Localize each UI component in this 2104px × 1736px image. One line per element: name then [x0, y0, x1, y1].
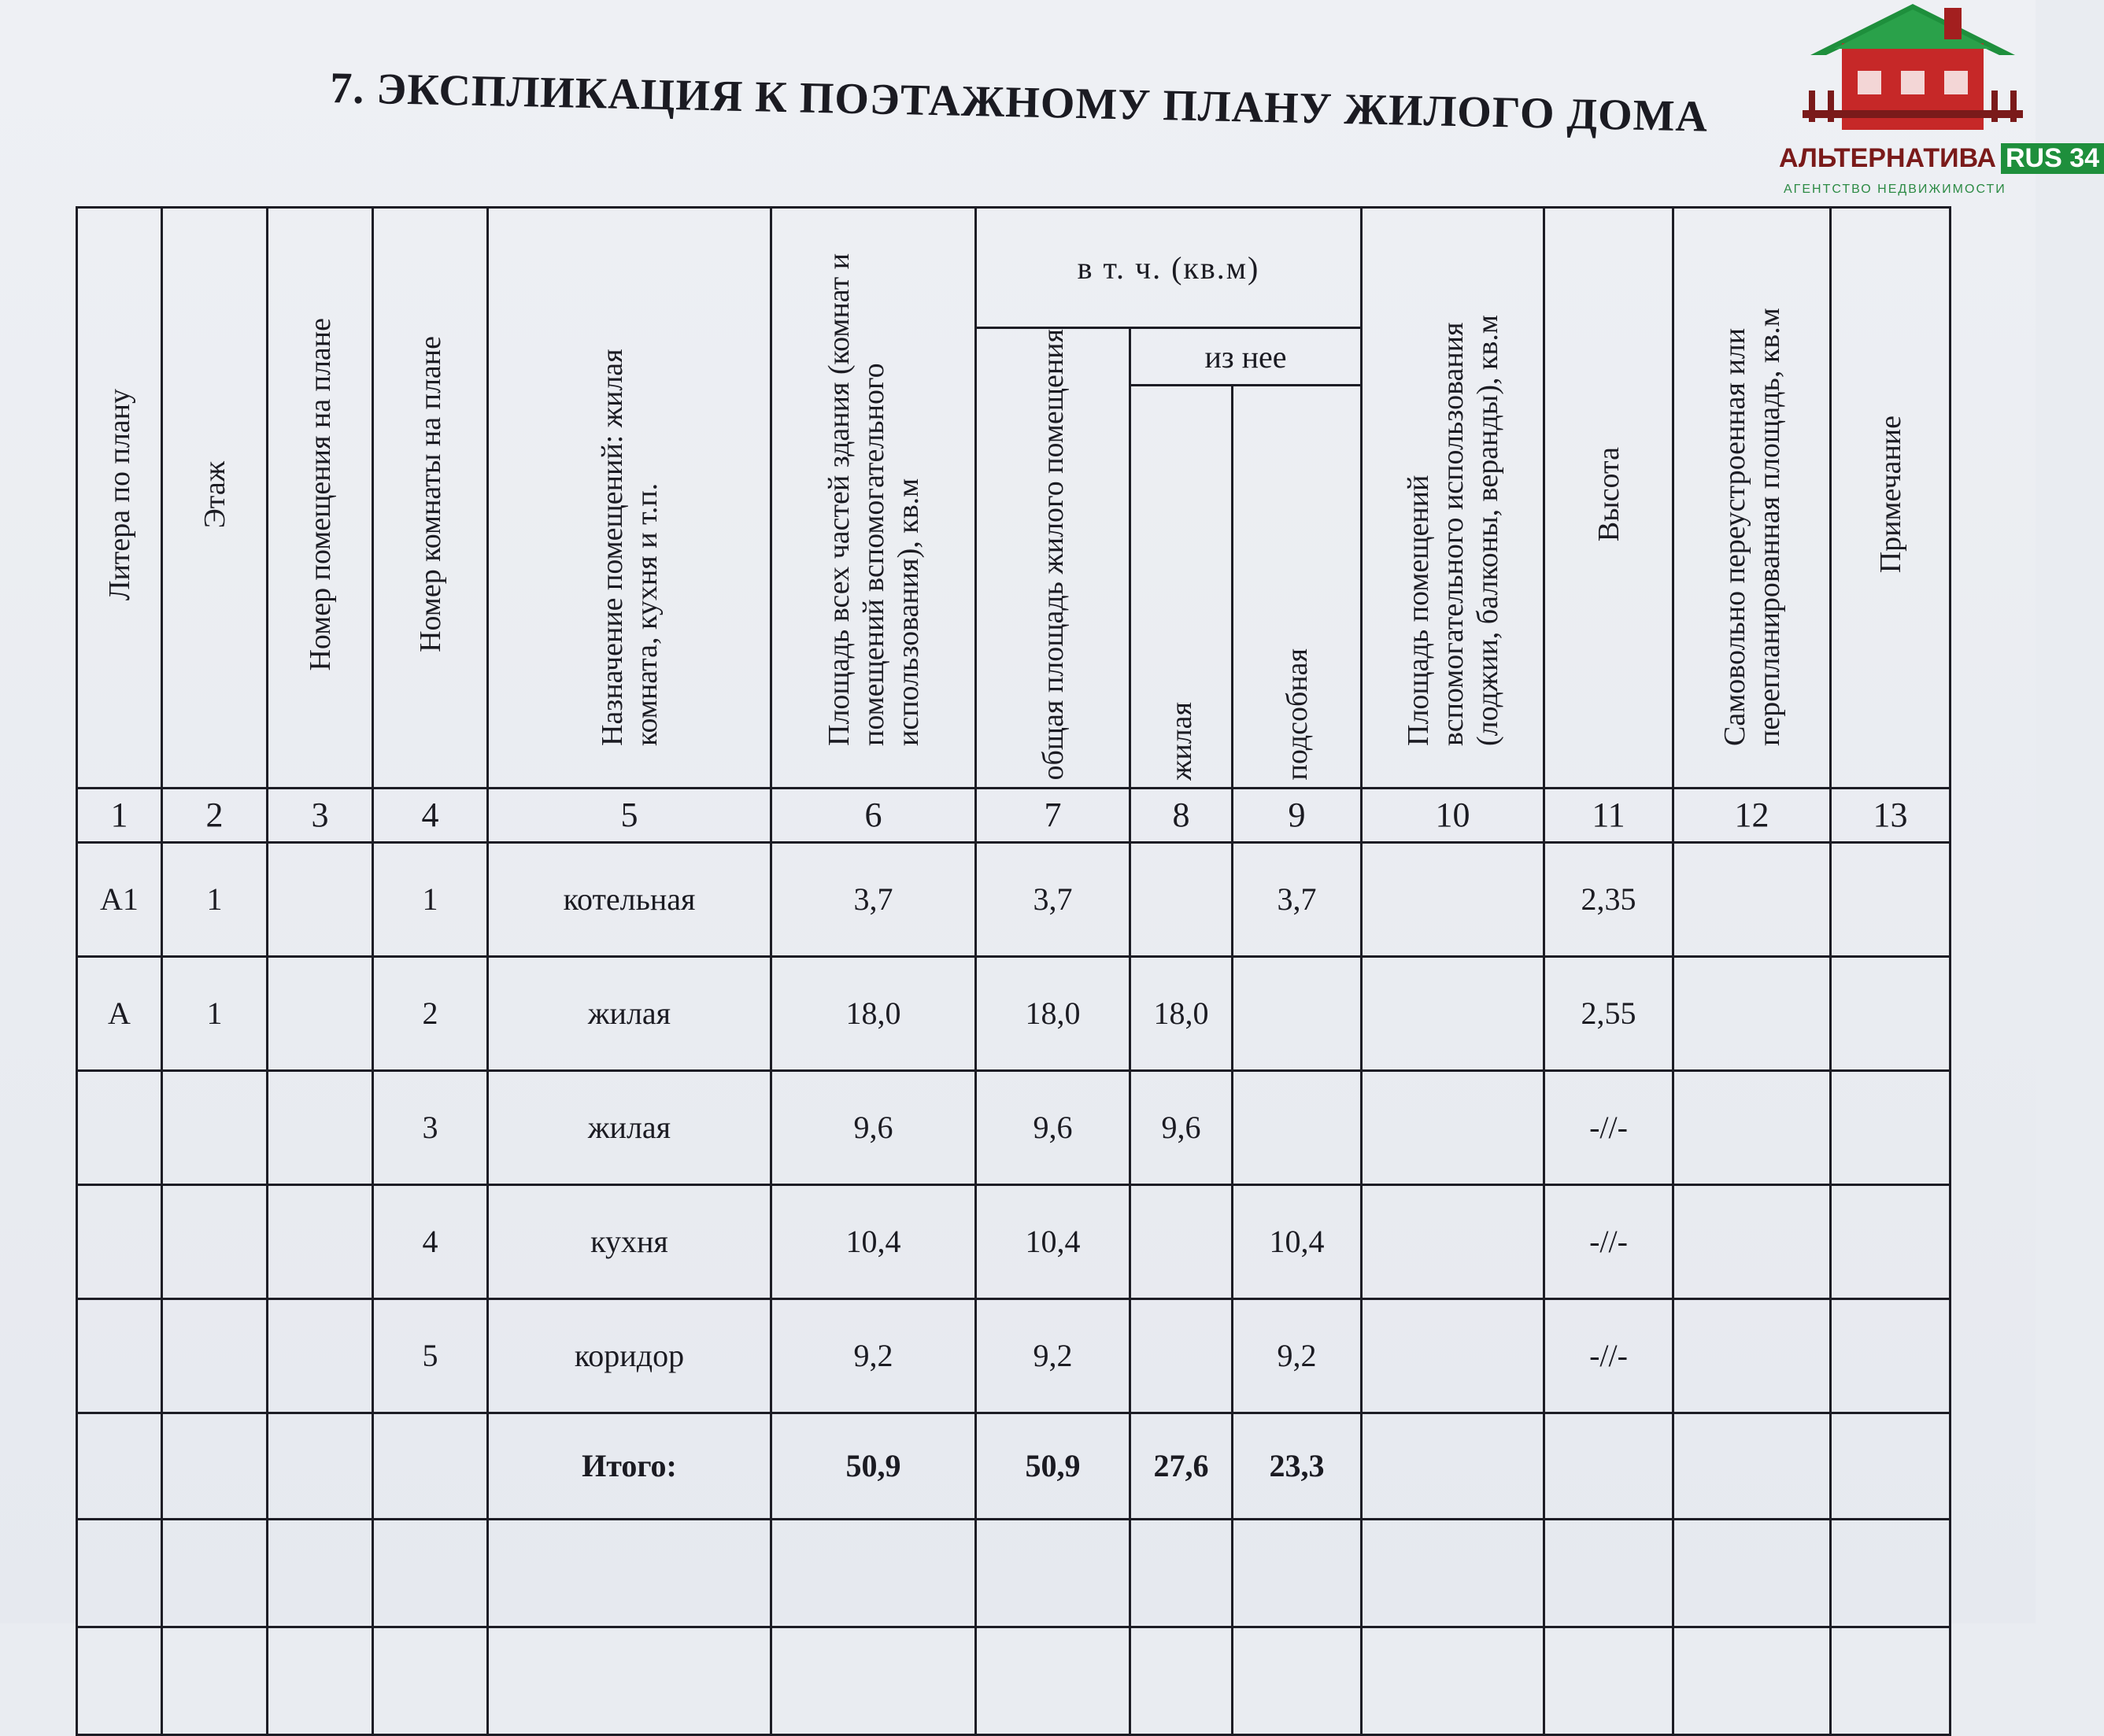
table-row: [77, 1298, 1951, 1413]
cell-unauthorized-area: [1673, 1070, 1831, 1184]
cell-utility: 9,2: [1233, 1298, 1362, 1413]
column-numbers-row: [77, 788, 1951, 842]
header-group-vtch: в т. ч. (кв.м): [976, 208, 1362, 328]
cell-living: 18,0: [1130, 956, 1233, 1070]
cell-auxiliary-area: [1362, 1298, 1544, 1413]
cell-living: 9,6: [1130, 1070, 1233, 1184]
cell-room-number: 5: [373, 1298, 488, 1413]
column-number: 12: [1673, 788, 1831, 842]
cell-purpose: котельная: [488, 842, 771, 956]
total-utility: 23,3: [1233, 1413, 1362, 1519]
cell-living: [1130, 1184, 1233, 1298]
table-row: [77, 1184, 1951, 1298]
table-row: [77, 842, 1951, 956]
column-number: 3: [268, 788, 373, 842]
column-number: 9: [1233, 788, 1362, 842]
header-group-iz-nee: из нее: [1130, 328, 1362, 386]
cell-room-number: 4: [373, 1184, 488, 1298]
cell-auxiliary-area: [1362, 956, 1544, 1070]
header-litera: Литера по плану: [77, 208, 162, 789]
cell-premise-number: [268, 1184, 373, 1298]
cell-auxiliary-area: [1362, 1184, 1544, 1298]
cell-living-premise-area: 9,2: [976, 1298, 1130, 1413]
column-number: 2: [162, 788, 268, 842]
total-row: [77, 1413, 1951, 1519]
cell-premise-number: [268, 1070, 373, 1184]
cell-purpose: кухня: [488, 1184, 771, 1298]
cell-height: -//-: [1544, 1298, 1673, 1413]
cell-premise-number: [268, 1298, 373, 1413]
cell-floor: [162, 1070, 268, 1184]
cell-living-premise-area: 10,4: [976, 1184, 1130, 1298]
column-number: 1: [77, 788, 162, 842]
explication-table: [76, 206, 1951, 1736]
cell-height: -//-: [1544, 1184, 1673, 1298]
cell-height: -//-: [1544, 1070, 1673, 1184]
logo-badge: RUS 34: [2001, 143, 2104, 174]
header-utility: подсобная: [1233, 386, 1362, 789]
cell-room-number: 1: [373, 842, 488, 956]
document-title: 7. ЭКСПЛИКАЦИЯ К ПОЭТАЖНОМУ ПЛАНУ ЖИЛОГО ДОМА: [329, 63, 1709, 142]
cell-purpose: жилая: [488, 956, 771, 1070]
logo-subtitle: АГЕНТСТВО НЕДВИЖИМОСТИ: [1784, 183, 2006, 196]
logo-brand: [1779, 143, 2100, 179]
cell-height: 2,35: [1544, 842, 1673, 956]
header-purpose: Назначение помещений: жилая комната, кухня и т.п.: [488, 208, 771, 789]
cell-floor: 1: [162, 842, 268, 956]
cell-premise-number: [268, 956, 373, 1070]
cell-premise-number: [268, 842, 373, 956]
cell-litera: А1: [77, 842, 162, 956]
cell-floor: 1: [162, 956, 268, 1070]
header-living-premise-area: общая площадь жилого помещения: [976, 328, 1130, 789]
cell-total-area: 9,6: [771, 1070, 976, 1184]
cell-unauthorized-area: [1673, 956, 1831, 1070]
cell-utility: [1233, 1070, 1362, 1184]
cell-total-area: 18,0: [771, 956, 976, 1070]
header-room-number: Номер комнаты на плане: [373, 208, 488, 789]
cell-unauthorized-area: [1673, 842, 1831, 956]
empty-row: [77, 1519, 1951, 1627]
column-number: 11: [1544, 788, 1673, 842]
cell-litera: [77, 1184, 162, 1298]
cell-living: [1130, 842, 1233, 956]
cell-utility: [1233, 956, 1362, 1070]
cell-unauthorized-area: [1673, 1298, 1831, 1413]
header-note: Примечание: [1831, 208, 1951, 789]
cell-litera: [77, 1070, 162, 1184]
cell-purpose: жилая: [488, 1070, 771, 1184]
cell-note: [1831, 842, 1951, 956]
column-number: 13: [1831, 788, 1951, 842]
table-row: [77, 1070, 1951, 1184]
cell-living-premise-area: 18,0: [976, 956, 1130, 1070]
logo-brand-name: АЛЬТЕРНАТИВА: [1779, 143, 1996, 173]
cell-purpose: коридор: [488, 1298, 771, 1413]
header-total-area: Площадь всех частей здания (комнат и помещений вспомогательного использования), кв.м: [771, 208, 976, 789]
header-unauthorized-area: Самовольно переустроенная или перепланированная площадь, кв.м: [1673, 208, 1831, 789]
total-area: 50,9: [771, 1413, 976, 1519]
cell-living-premise-area: 3,7: [976, 842, 1130, 956]
column-number: 4: [373, 788, 488, 842]
column-number: 10: [1362, 788, 1544, 842]
total-living: 27,6: [1130, 1413, 1233, 1519]
cell-note: [1831, 1184, 1951, 1298]
header-living: жилая: [1130, 386, 1233, 789]
cell-auxiliary-area: [1362, 842, 1544, 956]
table-row: [77, 956, 1951, 1070]
column-number: 6: [771, 788, 976, 842]
cell-total-area: 10,4: [771, 1184, 976, 1298]
column-number: 7: [976, 788, 1130, 842]
cell-floor: [162, 1298, 268, 1413]
cell-litera: [77, 1298, 162, 1413]
cell-litera: А: [77, 956, 162, 1070]
house-logo-icon: [1803, 0, 2023, 142]
cell-utility: 10,4: [1233, 1184, 1362, 1298]
cell-room-number: 2: [373, 956, 488, 1070]
header-premise-number: Номер помещения на плане: [268, 208, 373, 789]
cell-utility: 3,7: [1233, 842, 1362, 956]
cell-unauthorized-area: [1673, 1184, 1831, 1298]
cell-living-premise-area: 9,6: [976, 1070, 1130, 1184]
cell-auxiliary-area: [1362, 1070, 1544, 1184]
cell-note: [1831, 1070, 1951, 1184]
cell-total-area: 9,2: [771, 1298, 976, 1413]
cell-room-number: 3: [373, 1070, 488, 1184]
cell-floor: [162, 1184, 268, 1298]
agency-logo: [1779, 0, 2100, 205]
cell-note: [1831, 956, 1951, 1070]
total-label: Итого:: [488, 1413, 771, 1519]
header-auxiliary-area: Площадь помещений вспомогательного использования (лоджии, балконы, веранды), кв.м: [1362, 208, 1544, 789]
header-floor: Этаж: [162, 208, 268, 789]
empty-row: [77, 1627, 1951, 1734]
column-number: 8: [1130, 788, 1233, 842]
cell-total-area: 3,7: [771, 842, 976, 956]
cell-note: [1831, 1298, 1951, 1413]
total-living-premise-area: 50,9: [976, 1413, 1130, 1519]
cell-height: 2,55: [1544, 956, 1673, 1070]
column-number: 5: [488, 788, 771, 842]
header-height: Высота: [1544, 208, 1673, 789]
cell-living: [1130, 1298, 1233, 1413]
